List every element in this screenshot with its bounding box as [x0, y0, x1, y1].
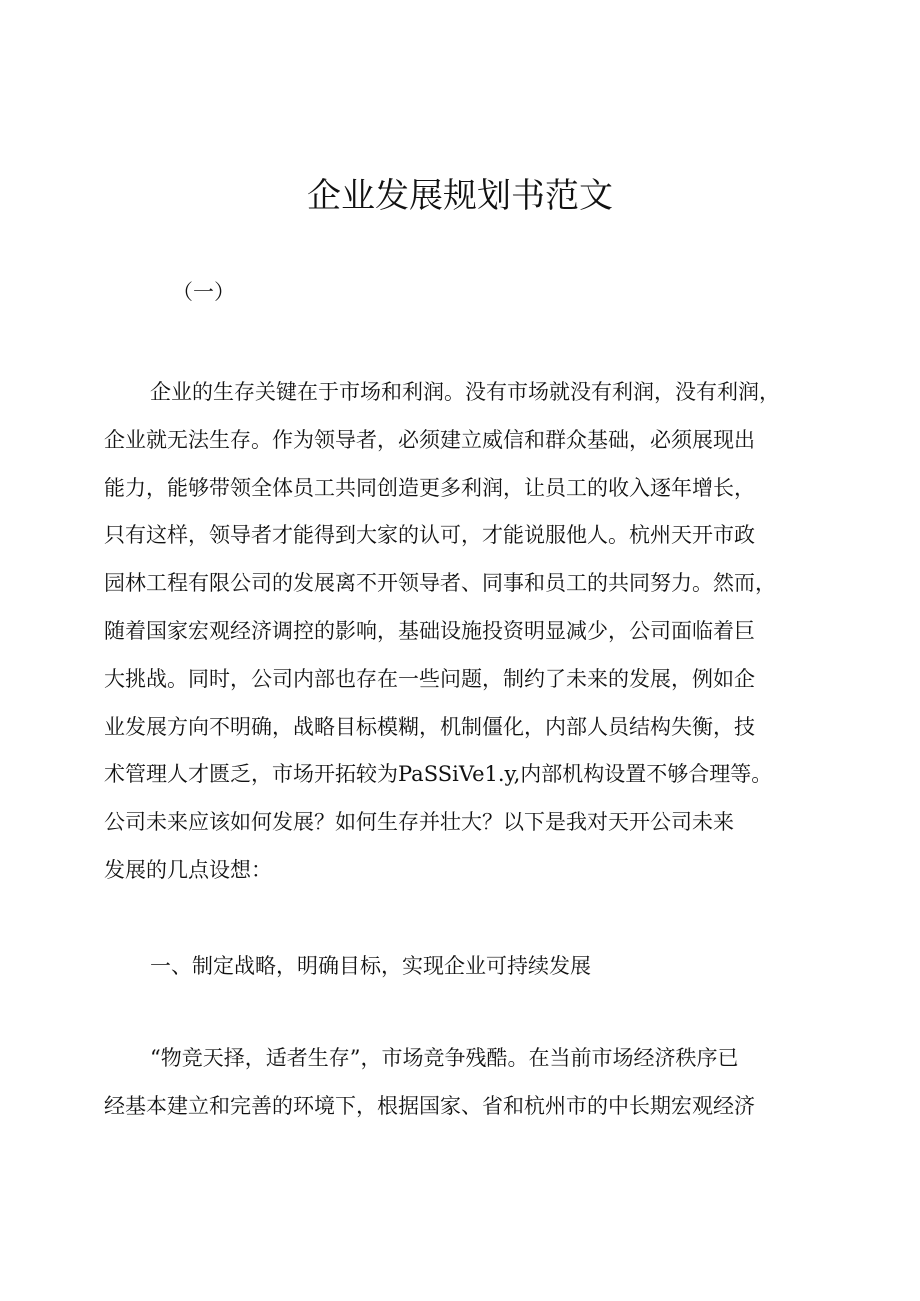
paragraph-line: 能力，能够带领全体员工共同创造更多利润，让员工的收入逐年增长，	[104, 475, 755, 500]
paragraph-line: 企业就无法生存。作为领导者，必须建立威信和群众基础，必须展现出	[104, 427, 755, 452]
paragraph-line: 园林工程有限公司的发展离不开领导者、同事和员工的共同努力。然而，	[104, 571, 776, 596]
paragraph-line: 只有这样，领导者才能得到大家的认可，才能说服他人。杭州天开市政	[104, 523, 755, 548]
paragraph-line: 发展的几点设想：	[104, 857, 272, 882]
paragraph-line: 随着国家宏观经济调控的影响，基础设施投资明显减少，公司面临着巨	[104, 618, 755, 643]
paragraph-line: 大挑战。同时，公司内部也存在一些问题，制约了未来的发展，例如企	[104, 666, 755, 691]
paragraph-line: “物竞天择，适者生存”，市场竞争残酷。在当前市场经济秩序已	[150, 1046, 739, 1070]
section-heading: 一、制定战略，明确目标，实现企业可持续发展	[150, 954, 591, 978]
document-title: 企业发展规划书范文	[307, 176, 613, 216]
paragraph-line: 经基本建立和完善的环境下，根据国家、省和杭州市的中长期宏观经济	[104, 1093, 755, 1118]
paragraph-line: 业发展方向不明确，战略目标模糊，机制僵化，内部人员结构失衡，技	[104, 714, 755, 739]
paragraph-line: 公司未来应该如何发展？如何生存并壮大？以下是我对天开公司未来	[104, 810, 734, 835]
paragraph-strategy	[104, 1035, 834, 1131]
paragraph-line: 企业的生存关键在于市场和利润。没有市场就没有利润，没有利润，	[150, 380, 780, 404]
section-number: （一）	[172, 280, 235, 304]
paragraph-intro	[104, 369, 834, 895]
paragraph-line: 术管理人才匮乏，市场开拓较为PaSSiVe1.y,内部机构设置不够合理等。	[104, 762, 773, 787]
